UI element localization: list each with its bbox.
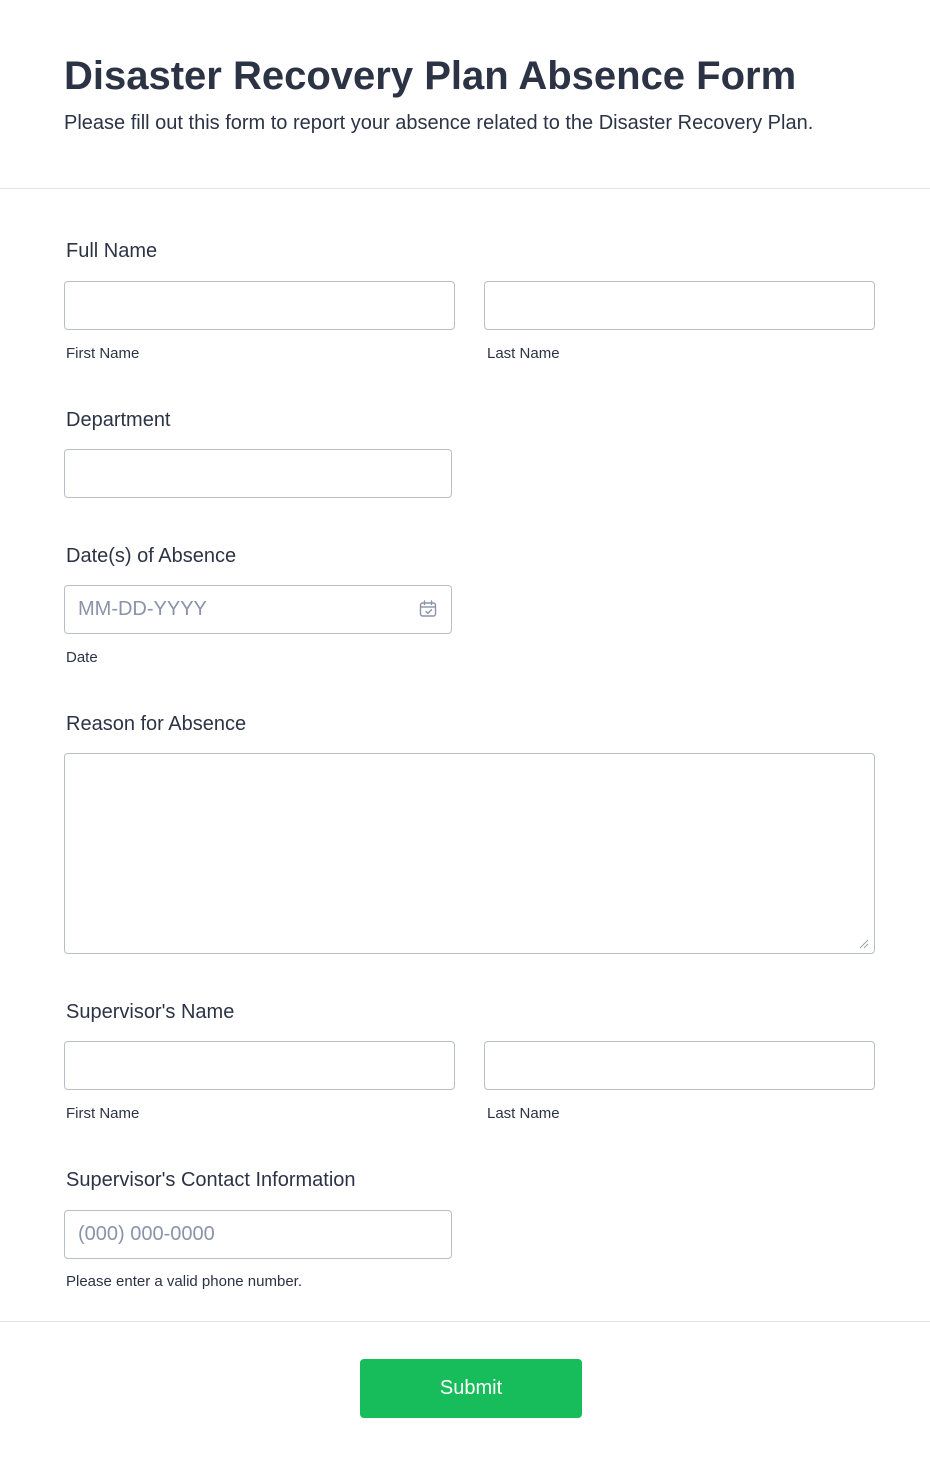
reason-textarea[interactable]: [64, 753, 875, 954]
first-name-sublabel: First Name: [66, 345, 140, 362]
supervisor-last-name-input[interactable]: [484, 1041, 875, 1090]
department-label: Department: [66, 409, 171, 431]
submit-button[interactable]: Submit: [360, 1359, 582, 1418]
dates-of-absence-label: Date(s) of Absence: [66, 545, 237, 567]
supervisor-phone-input[interactable]: [64, 1210, 452, 1259]
last-name-sublabel: Last Name: [487, 345, 560, 362]
supervisor-last-name-sublabel: Last Name: [487, 1105, 560, 1122]
last-name-input[interactable]: [484, 281, 875, 330]
phone-sublabel: Please enter a valid phone number.: [66, 1273, 302, 1290]
form-subtitle: Please fill out this form to report your absence related to the Disaster Recovery Plan.: [64, 112, 814, 134]
form-title: Disaster Recovery Plan Absence Form: [64, 54, 797, 98]
calendar-icon[interactable]: [418, 599, 438, 619]
supervisor-name-label: Supervisor's Name: [66, 1001, 235, 1023]
department-input[interactable]: [64, 449, 452, 498]
date-input[interactable]: [64, 585, 452, 634]
date-sublabel: Date: [66, 649, 98, 666]
first-name-input[interactable]: [64, 281, 455, 330]
reason-label: Reason for Absence: [66, 713, 247, 735]
resize-handle-icon[interactable]: [858, 938, 869, 949]
full-name-label: Full Name: [66, 240, 158, 262]
supervisor-first-name-sublabel: First Name: [66, 1105, 140, 1122]
supervisor-first-name-input[interactable]: [64, 1041, 455, 1090]
footer-divider: [0, 1321, 930, 1322]
form-header: [0, 0, 930, 189]
supervisor-contact-label: Supervisor's Contact Information: [66, 1169, 356, 1191]
